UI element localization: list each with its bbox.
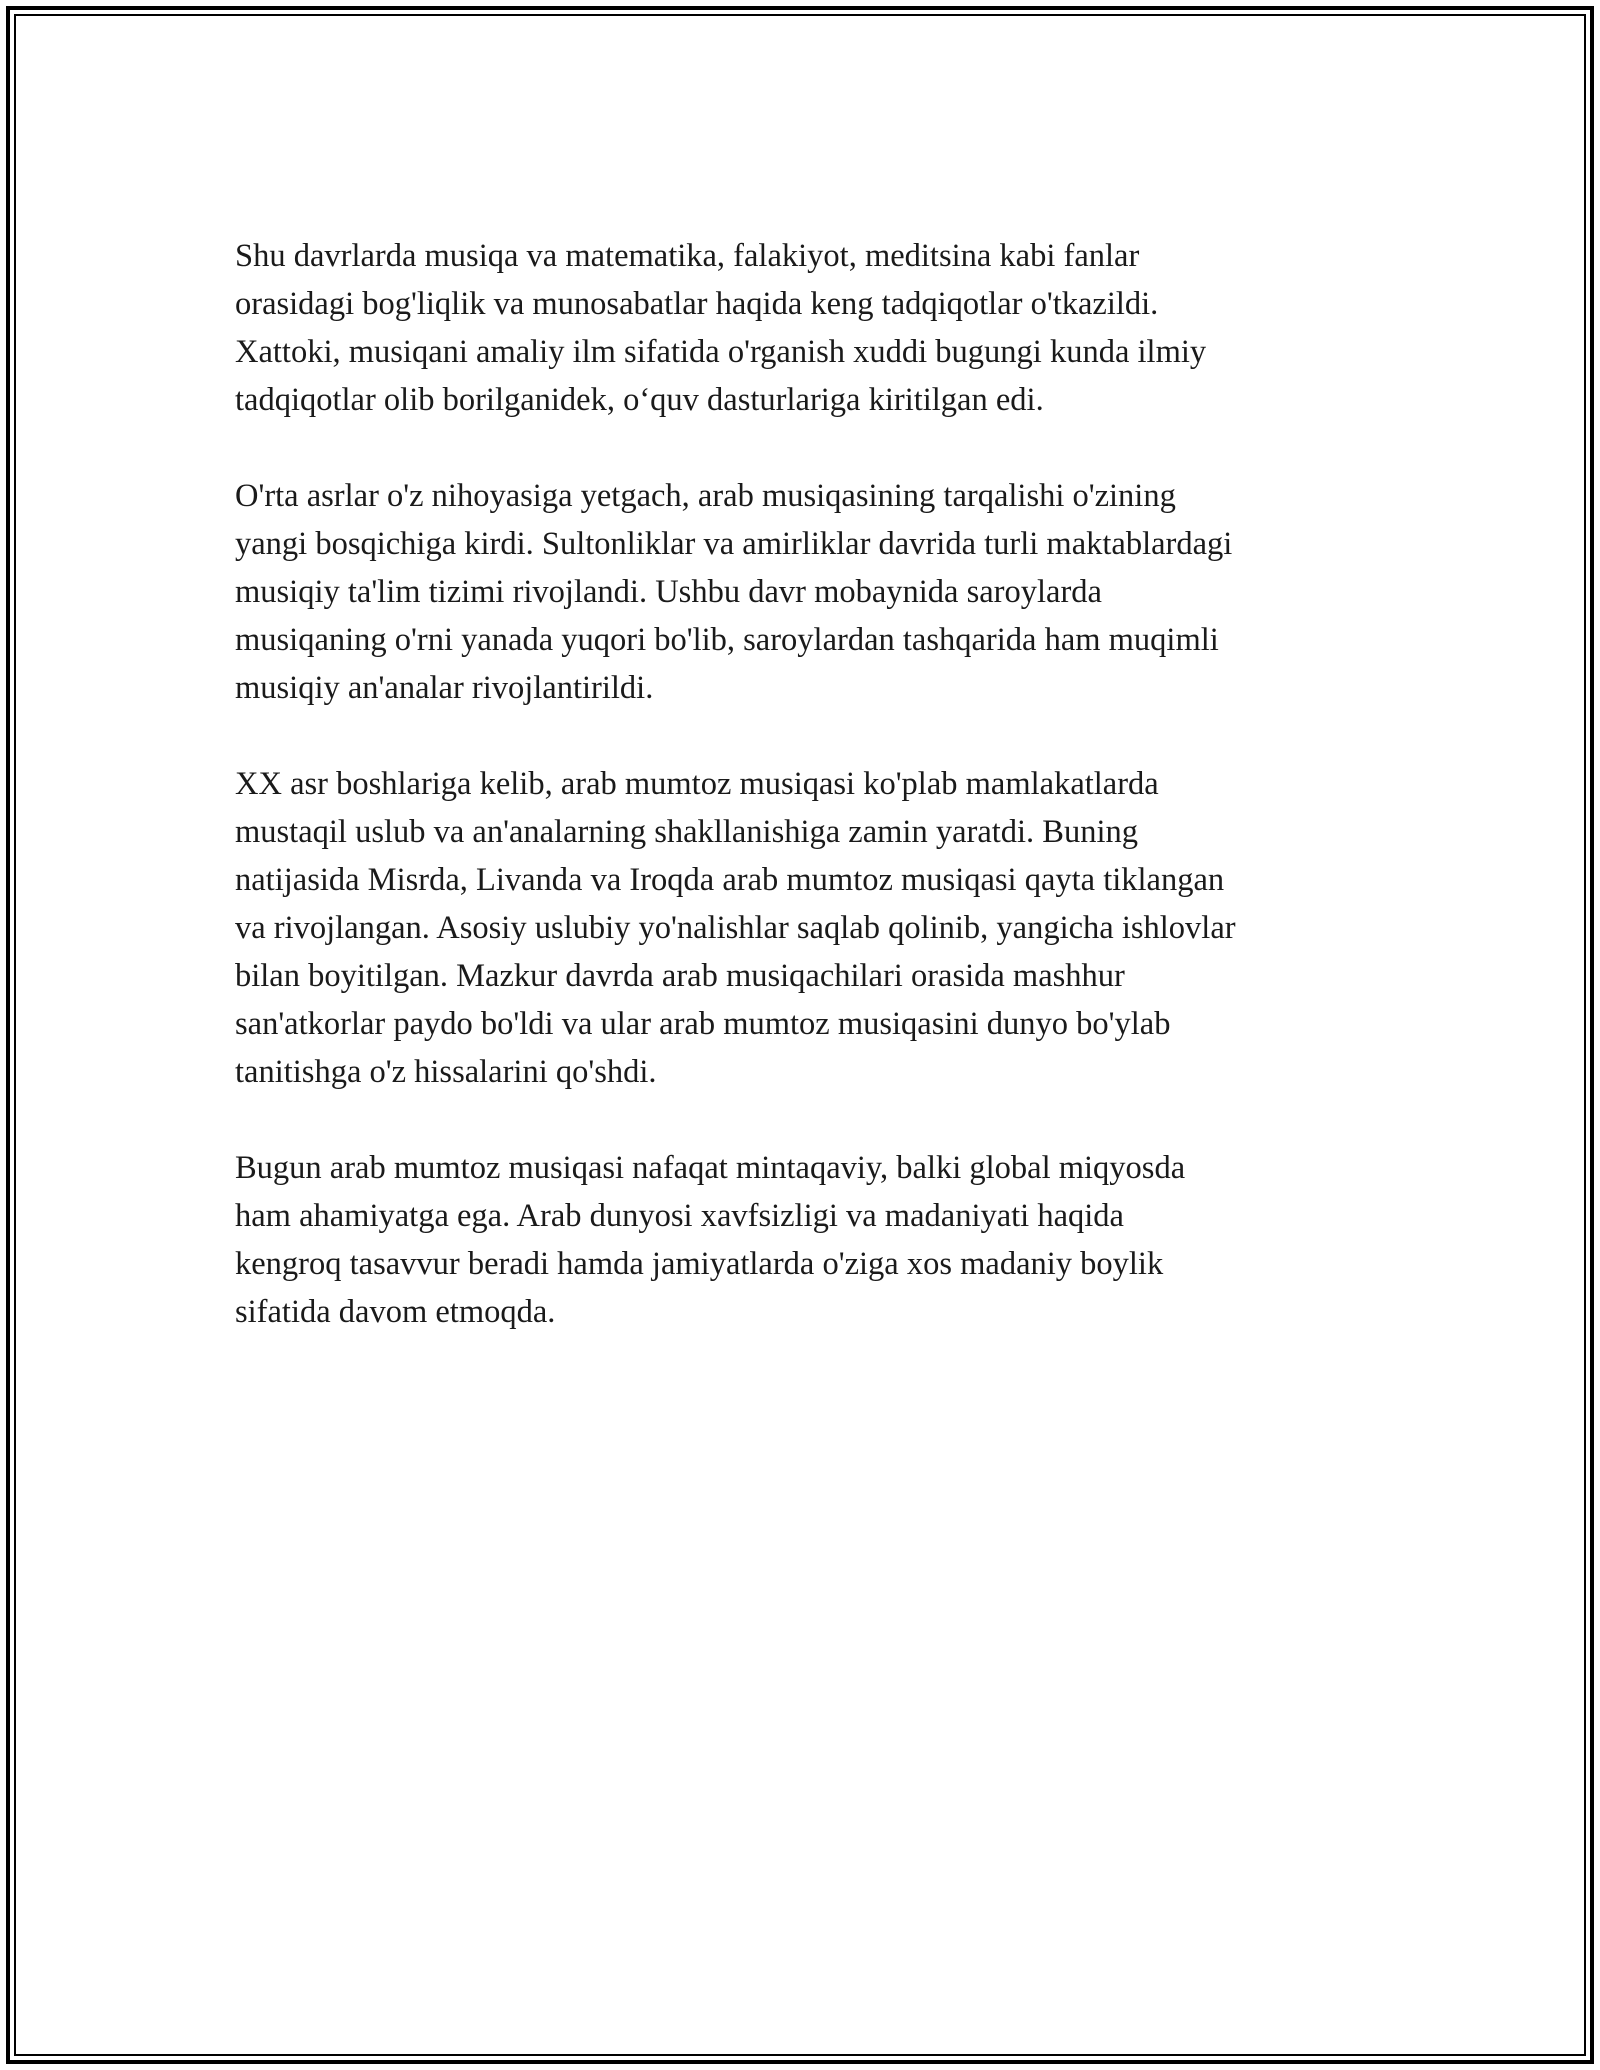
paragraph-4: Bugun arab mumtoz musiqasi nafaqat mintaqaviy, balki global miqyosda ham ahamiyatga ega. Arab dunyosi xavfsizligi va madaniyati haqida kengroq tasavvur beradi hamda jamiyatlarda o'ziga xos madaniy boylik sifatida davom etmoqda. [235,1150,1186,1330]
document-body [235,232,1375,1384]
paragraph-2: O'rta asrlar o'z nihoyasiga yetgach, arab musiqasining tarqalishi o'zining yangi bosqichiga kirdi. Sultonliklar va amirliklar davrida turli maktablardagi musiqiy ta'lim tizimi rivojlandi. Ushbu davr mobaynida saroylarda musiqaning o'rni yanada yuqori bo'lib, saroylardan tashqarida ham muqimli musiqiy an'analar rivojlantirildi. [235,478,1233,706]
paragraph-1: Shu davrlarda musiqa va matematika, falakiyot, meditsina kabi fanlar orasidagi bog'liqlik va munosabatlar haqida keng tadqiqotlar o'tkazildi. Xattoki, musiqani amaliy ilm sifatida o'rganish xuddi bugungi kunda ilmiy tadqiqotlar olib borilganidek, o‘quv dasturlariga kiritilgan edi. [235,238,1207,418]
paragraph-3: XX asr boshlariga kelib, arab mumtoz musiqasi ko'plab mamlakatlarda mustaqil uslub va an'analarning shakllanishiga zamin yaratdi. Buning natijasida Misrda, Livanda va Iroqda arab mumtoz musiqasi qayta tiklangan va rivojlangan. Asosiy uslubiy yo'nalishlar saqlab qolinib, yangicha ishlovlar bilan boyitilgan. Mazkur davrda arab musiqachilari orasida mashhur san'atkorlar paydo bo'ldi va ular arab mumtoz musiqasini dunyo bo'ylab tanitishga o'z hissalarini qo'shdi. [235,766,1236,1090]
